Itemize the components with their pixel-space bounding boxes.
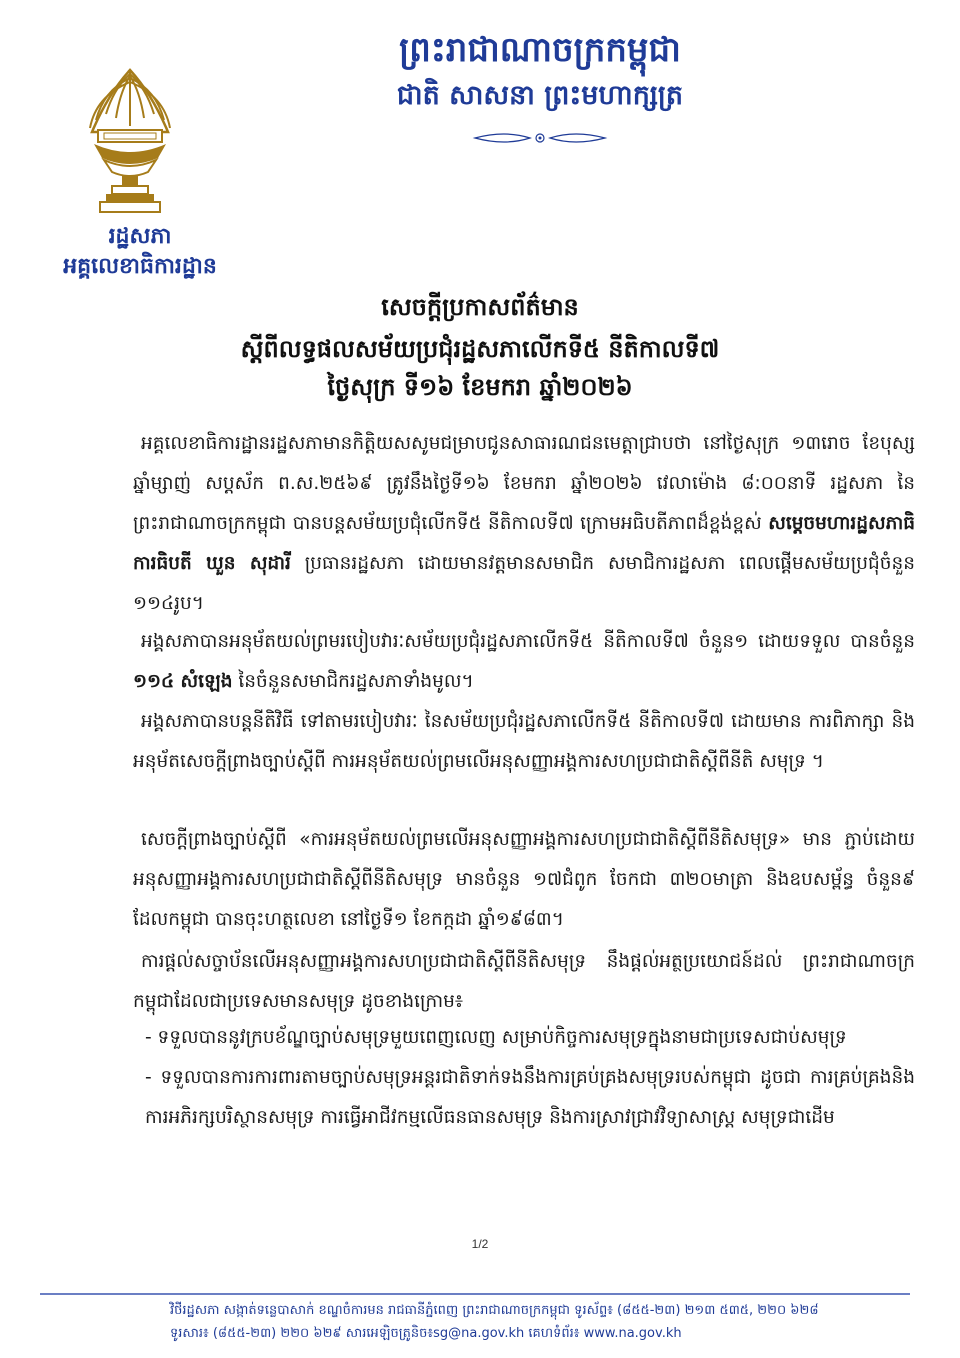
paragraph-2-text-b: នៃចំនួនសមាជិករដ្ឋសភាទាំងមូល។: [232, 671, 474, 692]
bullet-item: - ទទួលបានការការពារតាមច្បាប់សមុទ្រអន្តរជាតិទាក់ទងនឹងការគ្រប់គ្រងសមុទ្ររបស់កម្ពុជា ដូចជា ការគ្រប់គ្រងនិងការអភិរក្សបរិស្ថានសមុទ្រ ការធ្វើអាជីវកម្មលើធនធានសមុទ្រ និងការស្រាវជ្រាវវិទ្យាសាស្ត្រ សមុទ្រជាដើម: [145, 1067, 915, 1128]
paragraph-4-text: សេចក្តីព្រាងច្បាប់ស្តីពី «ការអនុម័តយល់ព្រមលើអនុសញ្ញាអង្គការសហប្រជាជាតិស្តីពីនីតិសមុទ្រ» មាន ភ្ជាប់ដោយអនុសញ្ញាអង្គការសហប្រជាជាតិស្តីពីនីតិសមុទ្រ មានចំនួន ១៧ជំពូក ចែកជា ៣២០មាត្រា និងឧបសម្ព័ន្ធ ចំនួន៩ ដែលកម្ពុជា បានចុះហត្ថលេខា នៅថ្ងៃទី១ ខែកក្កដា ឆ្នាំ១៩៨៣។: [133, 829, 915, 930]
paragraph-4: [133, 820, 915, 940]
paragraph-2: [133, 622, 915, 702]
bullet-item: - ទទួលបាននូវក្របខ័ណ្ឌច្បាប់សមុទ្រមួយពេញលេញ សម្រាប់កិច្ចការសមុទ្រក្នុងនាមជាប្រទេសជាប់សមុទ្រ: [145, 1027, 847, 1048]
ornament-divider-icon: [470, 128, 610, 148]
paragraph-3: [133, 702, 915, 782]
paragraph-5: [133, 942, 915, 1022]
paragraph-1-text-b: ប្រធានរដ្ឋសភា ដោយមានវត្តមានសមាជិក សមាជិការដ្ឋសភា ពេលផ្តើមសម័យប្រជុំចំនួន ១១៤រូប។: [133, 553, 915, 614]
national-motto: ជាតិ សាសនា ព្រះមហាក្សត្រ: [396, 80, 684, 111]
national-assembly-emblem-icon: [84, 68, 176, 216]
document-title: សេចក្តីប្រកាសព័ត៌មាន: [381, 293, 579, 321]
paragraph-2-text-a: អង្គសភាបានអនុម័តយល់ព្រមរបៀបវារៈសម័យប្រជុំរដ្ឋសភាលើកទី៥ នីតិកាលទី៧ ចំនួន១ ដោយទទួល បានចំនួន: [141, 631, 915, 652]
footer-divider: [40, 1293, 910, 1295]
page-number: 1/2: [471, 1237, 489, 1251]
institution-line-2: អគ្គលេខាធិការដ្ឋាន: [63, 254, 217, 279]
kingdom-title: ព្រះរាជាណាចក្រកម្ពុជា: [399, 30, 681, 70]
paragraph-5-text: ការផ្តល់សច្ចាប័នលើអនុសញ្ញាអង្គការសហប្រជាជាតិស្តីពីនីតិសមុទ្រ នឹងផ្តល់អត្ថប្រយោជន៍ដល់ ព្រះរាជាណាចក្រកម្ពុជាដែលជាប្រទេសមានសមុទ្រ ដូចខាងក្រោម៖: [133, 951, 915, 1012]
president-name: សម្តេចមហារដ្ឋសភាធិការធិបតី ឃួន សុដារី: [133, 513, 915, 574]
paragraph-3-text: អង្គសភាបានបន្តនីតិវិធី ទៅតាមរបៀបវារៈ នៃសម័យប្រជុំរដ្ឋសភាលើកទី៥ នីតិកាលទី៧ ដោយមាន ការពិភាក្សា និងអនុម័តសេចក្តីព្រាងច្បាប់ស្តីពី ការអនុម័តយល់ព្រមលើអនុសញ្ញាអង្គការសហប្រជាជាតិស្តីពីនីតិ សមុទ្រ ។: [133, 711, 915, 772]
institution-line-1: រដ្ឋសភា: [108, 224, 172, 249]
footer-contact: ទូរសារ៖ (៨៥៥-២៣) ២២០ ៦២៩ សារអេឡិចត្រូនិច៖sg@na.gov.kh គេហទំព័រ៖ www.na.gov.kh: [170, 1326, 682, 1341]
document-subtitle: ស្តីពីលទ្ធផលសម័យប្រជុំរដ្ឋសភាលើកទី៥ នីតិកាលទី៧: [240, 335, 720, 363]
vote-count: ១១៤ សំឡេង: [133, 671, 233, 692]
document-date: ថ្ងៃសុក្រ ទី១៦ ខែមករា ឆ្នាំ២០២៦: [327, 373, 633, 401]
paragraph-1: [133, 424, 915, 624]
institution-name: [40, 222, 240, 282]
footer-address: វិថីរដ្ឋសភា សង្កាត់ទន្លេបាសាក់ ខណ្ឌចំការមន រាជធានីភ្នំពេញ ព្រះរាជាណាចក្រកម្ពុជា ទូរស័ព្ទ៖ (៨៥៥-២៣) ២១៣ ៥៣៥, ២២០ ៦២៨: [170, 1303, 819, 1318]
paragraph-1-text-a: អគ្គលេខាធិការដ្ឋានរដ្ឋសភាមានកិត្តិយសសូមជម្រាបជូនសាធារណជនមេត្តាជ្រាបថា នៅថ្ងៃសុក្រ ១៣រោច ខែបុស្ស ឆ្នាំម្សាញ់ សប្តស័ក ព.ស.២៥៦៩ ត្រូវនឹងថ្ងៃទី១៦ ខែមករា ឆ្នាំ២០២៦ វេលាម៉ោង ៨:០០នាទី រដ្ឋសភា នៃព្រះរាជាណាចក្រកម្ពុជា បានបន្តសម័យប្រជុំលើកទី៥ នីតិកាលទី៧ ក្រោមអធិបតីភាពដ៏ខ្ពង់ខ្ពស់: [133, 433, 915, 534]
